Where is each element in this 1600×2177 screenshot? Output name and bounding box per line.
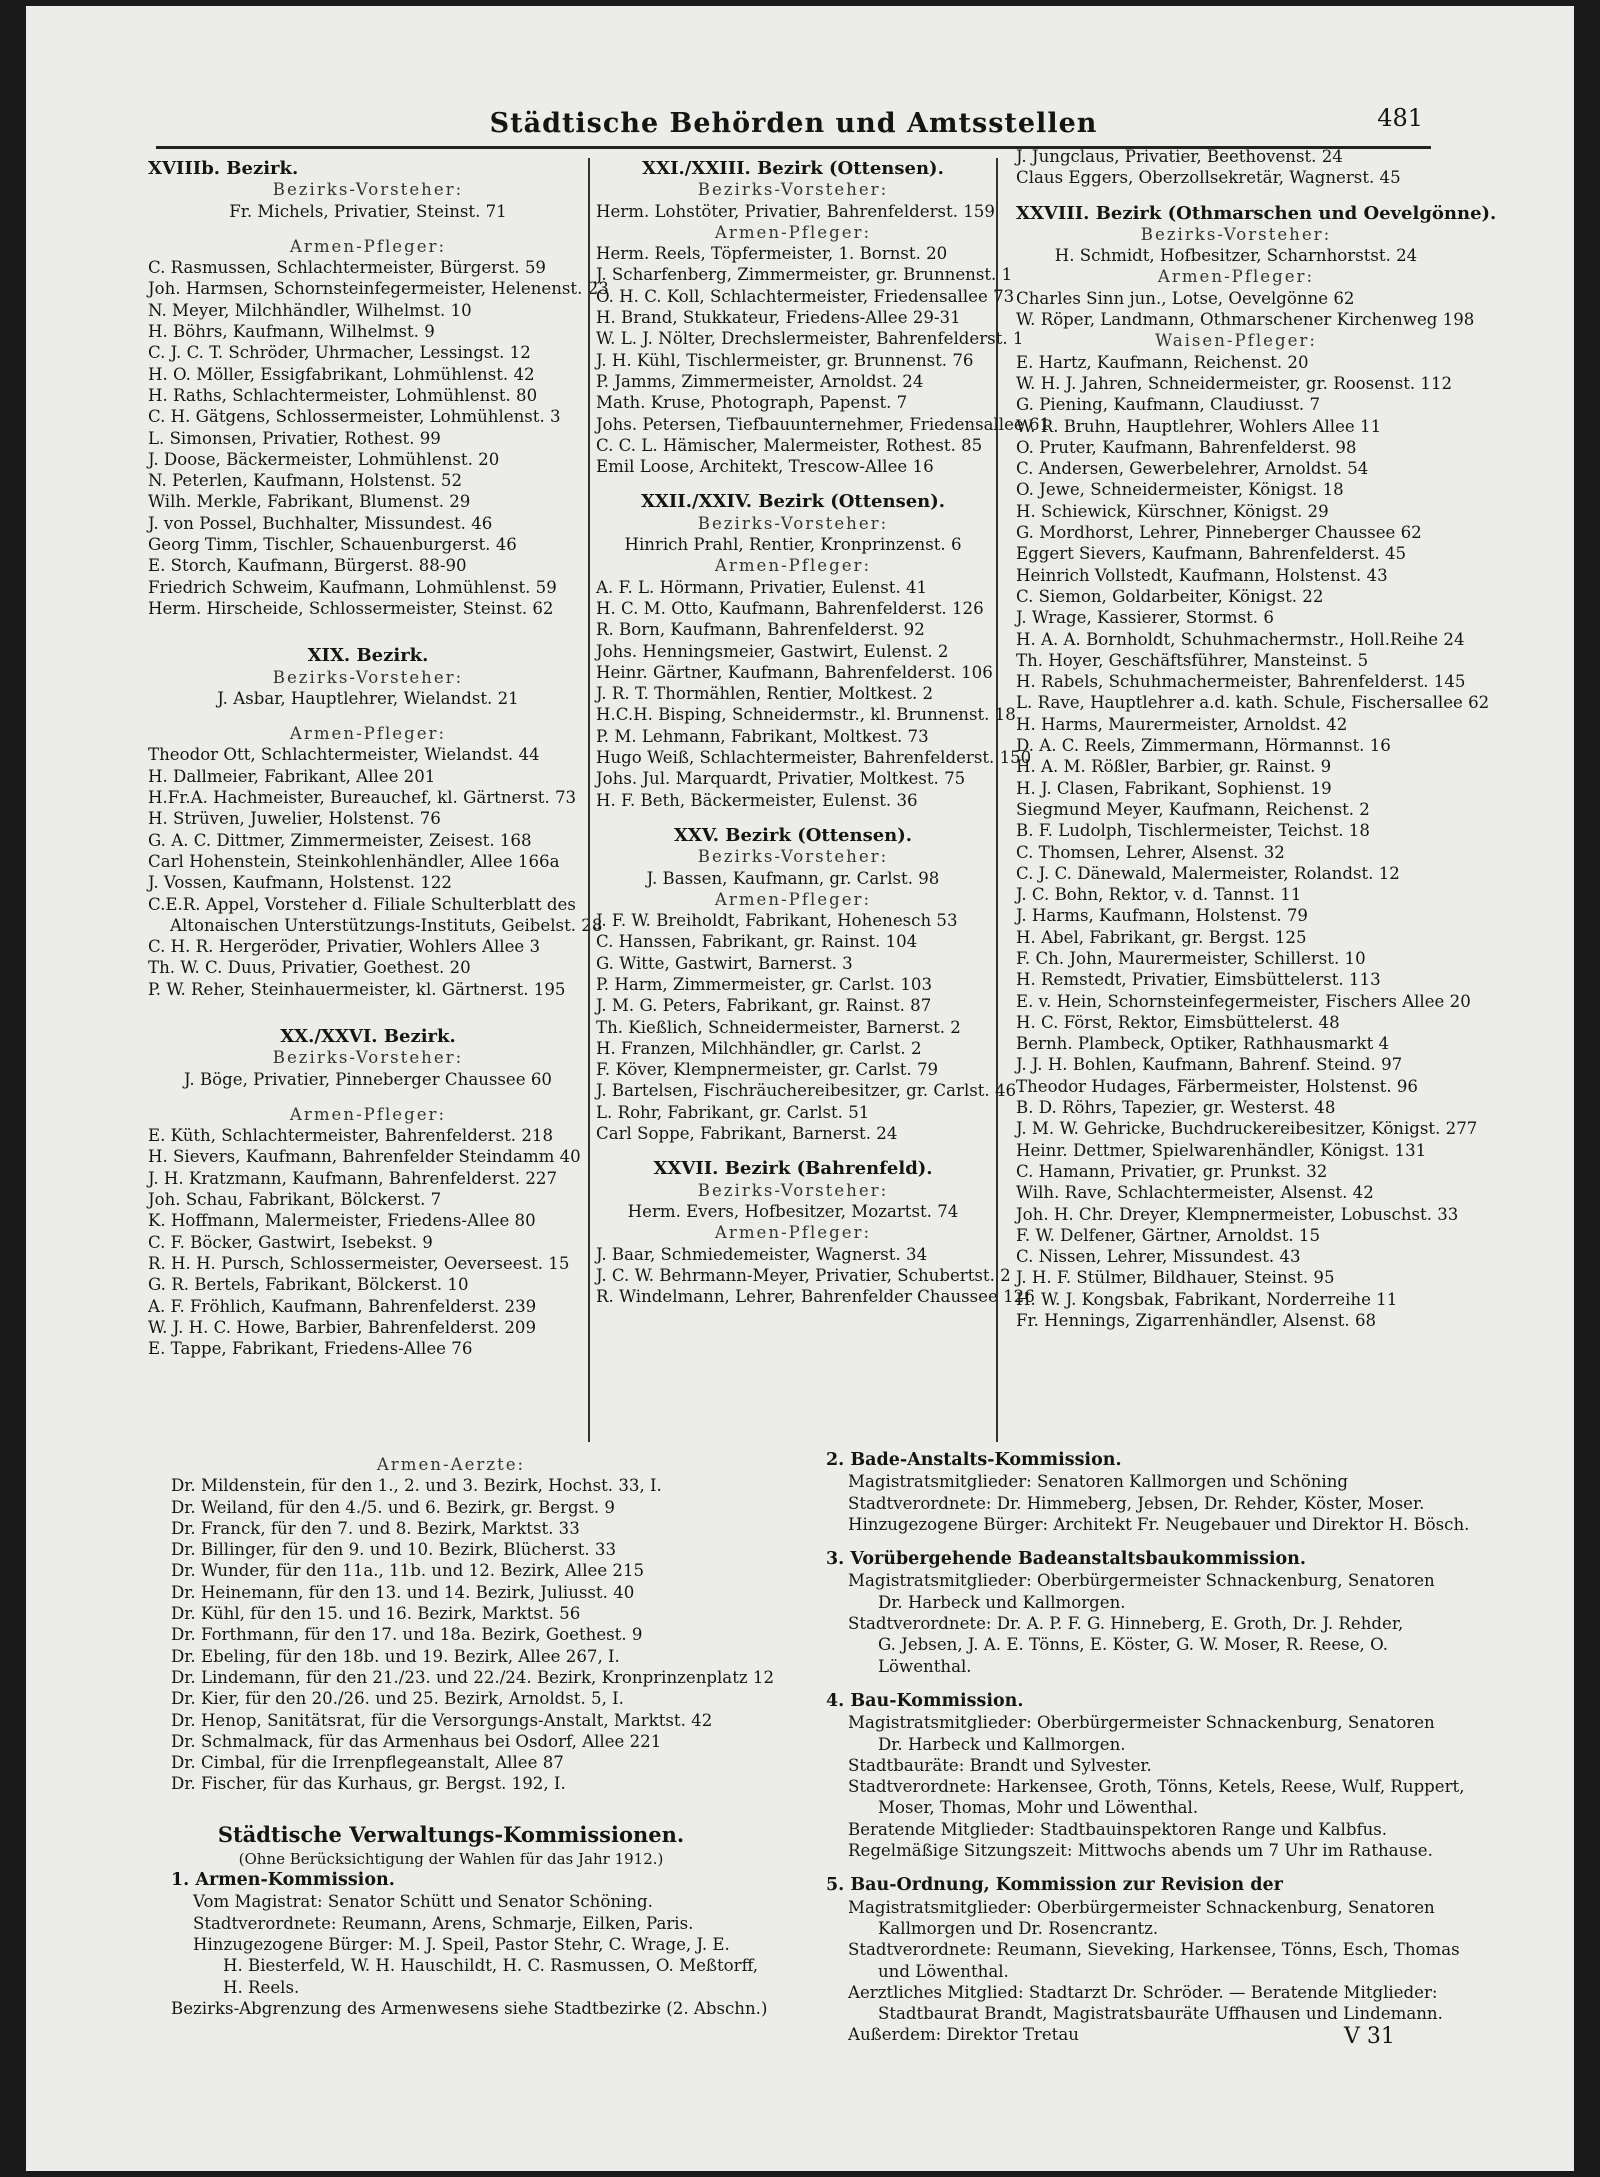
entry-line: Eggert Sievers, Kaufmann, Bahrenfelderst. 45 bbox=[1016, 544, 1407, 564]
entry-line: J. H. Kratzmann, Kaufmann, Bahrenfelderst. 227 bbox=[148, 1168, 558, 1188]
entry-line: H. F. Beth, Bäckermeister, Eulenst. 36 bbox=[596, 790, 918, 810]
entry-line: E. Küth, Schlachtermeister, Bahrenfelderst. 218 bbox=[148, 1126, 554, 1146]
entry-line: H. Reels. bbox=[223, 1977, 300, 1997]
chair-entry: J. Böge, Privatier, Pinneberger Chaussee 60 bbox=[184, 1069, 552, 1089]
subheading: Armen-Pfleger: bbox=[289, 724, 447, 744]
entry-line: Dr. Weiland, für den 4./5. und 6. Bezirk, gr. Bergst. 9 bbox=[171, 1497, 615, 1517]
entry-line: P. Harm, Zimmermeister, gr. Carlst. 103 bbox=[596, 974, 933, 994]
physicians-and-commissions bbox=[171, 1454, 774, 2019]
entry-line: P. Jamms, Zimmermeister, Arnoldst. 24 bbox=[596, 371, 924, 391]
entry-line: J. Vossen, Kaufmann, Holstenst. 122 bbox=[148, 873, 452, 893]
entry-line: D. A. C. Reels, Zimmermann, Hörmannst. 16 bbox=[1016, 736, 1391, 756]
entry-line: E. Tappe, Fabrikant, Friedens-Allee 76 bbox=[148, 1339, 473, 1359]
entry-line: Wilh. Rave, Schlachtermeister, Alsenst. 42 bbox=[1016, 1183, 1374, 1203]
entry-line: J. C. W. Behrmann-Meyer, Privatier, Schubertst. 2 bbox=[596, 1265, 1011, 1285]
entry-line: H. Franzen, Milchhändler, gr. Carlst. 2 bbox=[596, 1038, 922, 1058]
entry-line: C. Hamann, Privatier, gr. Prunkst. 32 bbox=[1016, 1161, 1328, 1181]
entry-line: Th. Hoyer, Geschäftsführer, Mansteinst. 5 bbox=[1016, 650, 1369, 670]
entry-line: H. O. Möller, Essigfabrikant, Lohmühlenst. 42 bbox=[148, 364, 535, 384]
entry-line: Emil Loose, Architekt, Trescow-Allee 16 bbox=[596, 457, 934, 477]
entry-line: G. A. C. Dittmer, Zimmermeister, Zeisest. 168 bbox=[148, 830, 532, 850]
entry-line: Heinrich Vollstedt, Kaufmann, Holstenst. 43 bbox=[1016, 565, 1388, 585]
entry-line: Hinzugezogene Bürger: M. J. Speil, Pastor Stehr, C. Wrage, J. E. bbox=[193, 1934, 730, 1954]
spacer bbox=[596, 477, 990, 491]
entry-line: Dr. Kier, für den 20./26. und 25. Bezirk, Arnoldst. 5, I. bbox=[171, 1689, 624, 1709]
entry-line: J. M. G. Peters, Fabrikant, gr. Rainst. 87 bbox=[596, 996, 932, 1016]
entry-line: Hugo Weiß, Schlachtermeister, Bahrenfelderst. 150 bbox=[596, 748, 1032, 768]
commissions-list bbox=[826, 1450, 1470, 2046]
entry-line: Beratende Mitglieder: Stadtbauinspektoren Range und Kalbfus. bbox=[848, 1819, 1388, 1839]
chair-entry: J. Bassen, Kaufmann, gr. Carlst. 98 bbox=[646, 868, 940, 888]
subheading: Armen-Pfleger: bbox=[1157, 267, 1315, 287]
entry-line: Joh. Harmsen, Schornsteinfegermeister, Helenenst. 23 bbox=[148, 279, 609, 299]
entry-line: L. Rave, Hauptlehrer a.d. kath. Schule, Fischersallee 62 bbox=[1016, 693, 1490, 713]
entry-line: W. R. Bruhn, Hauptlehrer, Wohlers Allee 11 bbox=[1016, 416, 1382, 436]
entry-line: Johs. Petersen, Tiefbauunternehmer, Friedensallee 61 bbox=[596, 414, 1051, 434]
subheading: Bezirks-Vorsteher: bbox=[697, 1180, 889, 1200]
entry-line: Theodor Hudages, Färbermeister, Holstenst. 96 bbox=[1016, 1076, 1418, 1096]
entry-line: Dr. Wunder, für den 11a., 11b. und 12. Bezirk, Allee 215 bbox=[171, 1561, 645, 1581]
entry-line: A. F. L. Hörmann, Privatier, Eulenst. 41 bbox=[596, 577, 928, 597]
entry-line: Stadtverordnete: Dr. Himmeberg, Jebsen, Dr. Rehder, Köster, Moser. bbox=[848, 1493, 1425, 1513]
column-left bbox=[148, 158, 609, 1359]
entry-line: C.E.R. Appel, Vorsteher d. Filiale Schulterblatt des bbox=[148, 894, 576, 914]
section-heading: XX./XXVI. Bezirk. bbox=[280, 1025, 456, 1047]
entry-line: G. Piening, Kaufmann, Claudiusst. 7 bbox=[1016, 395, 1321, 415]
entry-line: H. J. Clasen, Fabrikant, Sophienst. 19 bbox=[1016, 778, 1332, 798]
entry-line: Magistratsmitglieder: Oberbürgermeister Schnackenburg, Senatoren bbox=[848, 1897, 1435, 1917]
entry-line: H. A. M. Rößler, Barbier, gr. Rainst. 9 bbox=[1016, 757, 1332, 777]
entry-line: H. Schiewick, Kürschner, Königst. 29 bbox=[1016, 501, 1329, 521]
spacer bbox=[826, 1861, 1446, 1875]
spacer bbox=[148, 222, 588, 236]
entry-line: Herm. Reels, Töpfermeister, 1. Bornst. 20 bbox=[596, 244, 948, 264]
entry-line: O. H. C. Koll, Schlachtermeister, Friedensallee 73 bbox=[596, 286, 1015, 306]
entry-line: Th. Kießlich, Schneidermeister, Barnerst. 2 bbox=[596, 1017, 961, 1037]
entry-line: Fr. Hennings, Zigarrenhändler, Alsenst. 68 bbox=[1016, 1311, 1377, 1331]
entry-line: C. C. L. Hämischer, Malermeister, Rothest. 85 bbox=[596, 435, 983, 455]
entry-line: Carl Hohenstein, Steinkohlenhändler, Allee 166a bbox=[148, 851, 560, 871]
entry-line: Hinzugezogene Bürger: Architekt Fr. Neugebauer und Direktor H. Bösch. bbox=[848, 1514, 1470, 1534]
entry-line: Dr. Lindemann, für den 21./23. und 22./24. Bezirk, Kronprinzenplatz 12 bbox=[171, 1667, 774, 1687]
entry-line: O. Pruter, Kaufmann, Bahrenfelderst. 98 bbox=[1016, 437, 1357, 457]
entry-line: J. Wrage, Kassierer, Stormst. 6 bbox=[1016, 608, 1274, 628]
entry-line: H.C.H. Bisping, Schneidermstr., kl. Brunnenst. 18 bbox=[596, 705, 1016, 725]
entry-line: H. Raths, Schlachtermeister, Lohmühlenst. 80 bbox=[148, 385, 538, 405]
entry-line: Math. Kruse, Photograph, Papenst. 7 bbox=[596, 393, 908, 413]
entry-line: E. v. Hein, Schornsteinfegermeister, Fischers Allee 20 bbox=[1016, 991, 1471, 1011]
entry-line: Magistratsmitglieder: Oberbürgermeister Schnackenburg, Senatoren bbox=[848, 1713, 1435, 1733]
subheading: Bezirks-Vorsteher: bbox=[272, 180, 464, 200]
entry-line: H. W. J. Kongsbak, Fabrikant, Norderreihe 11 bbox=[1016, 1289, 1398, 1309]
entry-line: Dr. Heinemann, für den 13. und 14. Bezirk, Juliusst. 40 bbox=[171, 1582, 635, 1602]
entry-line: Stadtbaurat Brandt, Magistratsbauräte Uffhausen und Lindemann. bbox=[878, 2004, 1443, 2024]
commission-title: 5. Bau-Ordnung, Kommission zur Revision der bbox=[826, 1875, 1283, 1896]
subheading: Bezirks-Vorsteher: bbox=[697, 513, 889, 533]
entry-line: Löwenthal. bbox=[878, 1656, 972, 1676]
commission-title: 1. Armen-Kommission. bbox=[171, 1870, 395, 1891]
entry-line: H.Fr.A. Hachmeister, Bureauchef, kl. Gärtnerst. 73 bbox=[148, 788, 577, 808]
chair-entry: Hinrich Prahl, Rentier, Kronprinzenst. 6 bbox=[624, 535, 962, 555]
subheading: Armen-Pfleger: bbox=[714, 556, 872, 576]
entry-line: G. Witte, Gastwirt, Barnerst. 3 bbox=[596, 953, 853, 973]
spacer bbox=[171, 1795, 731, 1821]
entry-line: J. Jungclaus, Privatier, Beethovenst. 24 bbox=[1016, 147, 1343, 166]
spacer bbox=[826, 1677, 1446, 1691]
entry-line: J. M. W. Gehricke, Buchdruckereibesitzer, Königst. 277 bbox=[1016, 1119, 1478, 1139]
entry-line: P. W. Reher, Steinhauermeister, kl. Gärtnerst. 195 bbox=[148, 979, 566, 999]
entry-line: J. C. Bohn, Rektor, v. d. Tannst. 11 bbox=[1016, 885, 1302, 905]
entry-line: Stadtverordnete: Reumann, Arens, Schmarje, Eilken, Paris. bbox=[193, 1913, 694, 1933]
entry-line: J. Bartelsen, Fischräuchereibesitzer, gr. Carlst. 46 bbox=[596, 1081, 1017, 1101]
spacer bbox=[596, 1144, 990, 1158]
entry-line: Magistratsmitglieder: Oberbürgermeister Schnackenburg, Senatoren bbox=[848, 1571, 1435, 1591]
subheading: Bezirks-Vorsteher: bbox=[697, 847, 889, 867]
entry-line: C. Andersen, Gewerbelehrer, Arnoldst. 54 bbox=[1016, 459, 1369, 479]
entry-line: Joh. Schau, Fabrikant, Bölckerst. 7 bbox=[148, 1190, 442, 1210]
entry-line: G. Mordhorst, Lehrer, Pinneberger Chaussee 62 bbox=[1016, 523, 1422, 543]
entry-line: Kallmorgen und Dr. Rosencrantz. bbox=[878, 1918, 1159, 1938]
entry-line: H. Biesterfeld, W. H. Hauschildt, H. C. Rasmussen, O. Meßtorff, bbox=[223, 1956, 759, 1976]
section-heading: XIX. Bezirk. bbox=[307, 645, 429, 667]
entry-line: Stadtverordnete: Reumann, Sieveking, Harkensee, Tönns, Esch, Thomas bbox=[848, 1940, 1460, 1960]
entry-line: Wilh. Merkle, Fabrikant, Blumenst. 29 bbox=[148, 492, 471, 512]
entry-line: Stadtverordnete: Dr. A. P. F. G. Hinneberg, E. Groth, Dr. J. Rehder, bbox=[848, 1614, 1404, 1634]
chair-entry: Herm. Evers, Hofbesitzer, Mozartst. 74 bbox=[627, 1201, 959, 1221]
entry-line: H. C. M. Otto, Kaufmann, Bahrenfelderst. 126 bbox=[596, 598, 984, 618]
entry-line: Theodor Ott, Schlachtermeister, Wielandst. 44 bbox=[148, 745, 540, 765]
entry-line: W. Röper, Landmann, Othmarschener Kirchenweg 198 bbox=[1016, 310, 1475, 330]
entry-line: Dr. Franck, für den 7. und 8. Bezirk, Marktst. 33 bbox=[171, 1518, 580, 1538]
entry-line: Vom Magistrat: Senator Schütt und Senator Schöning. bbox=[193, 1892, 653, 1912]
subheading: Armen-Pfleger: bbox=[714, 222, 872, 242]
page-number: 481 bbox=[1377, 104, 1423, 132]
entry-line: J. Harms, Kaufmann, Holstenst. 79 bbox=[1016, 906, 1308, 926]
entry-line: Johs. Henningsmeier, Gastwirt, Eulenst. 2 bbox=[596, 641, 949, 661]
commission-title: 2. Bade-Anstalts-Kommission. bbox=[826, 1450, 1122, 1470]
spacer bbox=[148, 1090, 588, 1104]
entry-line: C. Rasmussen, Schlachtermeister, Bürgerst. 59 bbox=[148, 258, 546, 278]
subheading: Bezirks-Vorsteher: bbox=[272, 667, 464, 687]
subheading: Armen-Pfleger: bbox=[714, 1223, 872, 1243]
entry-line: C. F. Böcker, Gastwirt, Isebekst. 9 bbox=[148, 1232, 433, 1252]
subheading: Waisen-Pfleger: bbox=[1155, 331, 1317, 351]
entry-line: Charles Sinn jun., Lotse, Oevelgönne 62 bbox=[1016, 288, 1355, 308]
entry-line: Stadtbauräte: Brandt und Sylvester. bbox=[848, 1755, 1152, 1775]
chair-entry: Herm. Lohstöter, Privatier, Bahrenfelderst. 159 bbox=[596, 201, 995, 221]
entry-line: C. H. Gätgens, Schlossermeister, Lohmühlenst. 3 bbox=[148, 407, 561, 427]
entry-line: Joh. H. Chr. Dreyer, Klempnermeister, Lobuschst. 33 bbox=[1016, 1204, 1459, 1224]
section-heading: XXV. Bezirk (Ottensen). bbox=[673, 824, 913, 846]
entry-line: Regelmäßige Sitzungszeit: Mittwochs abends um 7 Uhr im Rathause. bbox=[848, 1841, 1433, 1861]
note: (Ohne Berücksichtigung der Wahlen für das Jahr 1912.) bbox=[238, 1849, 664, 1868]
spacer bbox=[148, 619, 588, 645]
entry-line: Stadtverordnete: Harkensee, Groth, Tönns, Ketels, Reese, Wulf, Ruppert, bbox=[848, 1777, 1465, 1797]
section-heading: Städtische Verwaltungs-Kommissionen. bbox=[217, 1821, 685, 1847]
entry-line: Altonaischen Unterstützungs-Instituts, Geibelst. 28 bbox=[170, 915, 603, 935]
entry-line: F. W. Delfener, Gärtner, Arnoldst. 15 bbox=[1016, 1225, 1321, 1245]
subheading: Bezirks-Vorsteher: bbox=[272, 1048, 464, 1068]
commission-title: 4. Bau-Kommission. bbox=[826, 1690, 1024, 1711]
entry-line: J. J. H. Bohlen, Kaufmann, Bahrenf. Steind. 97 bbox=[1016, 1055, 1403, 1075]
entry-line: Dr. Ebeling, für den 18b. und 19. Bezirk, Allee 267, I. bbox=[171, 1646, 620, 1666]
entry-line: Carl Soppe, Fabrikant, Barnerst. 24 bbox=[596, 1124, 898, 1144]
entry-line: C. H. R. Hergeröder, Privatier, Wohlers Allee 3 bbox=[148, 937, 541, 957]
entry-line: W. L. J. Nölter, Drechslermeister, Bahrenfelderst. 1 bbox=[596, 329, 1024, 349]
entry-line: Dr. Cimbal, für die Irrenpflegeanstalt, Allee 87 bbox=[171, 1753, 564, 1773]
page-header bbox=[156, 104, 1431, 149]
subheading: Armen-Pfleger: bbox=[714, 889, 872, 909]
subheading: Armen-Pfleger: bbox=[289, 1104, 447, 1124]
entry-line: E. Storch, Kaufmann, Bürgerst. 88-90 bbox=[148, 556, 467, 576]
entry-line: Dr. Harbeck und Kallmorgen. bbox=[878, 1592, 1126, 1612]
entry-line: Bezirks-Abgrenzung des Armenwesens siehe Stadtbezirke (2. Abschn.) bbox=[171, 1998, 768, 2018]
spacer bbox=[1016, 189, 1456, 203]
entry-line: L. Rohr, Fabrikant, gr. Carlst. 51 bbox=[596, 1102, 870, 1122]
subheading: Armen-Aerzte: bbox=[376, 1455, 526, 1474]
entry-line: Heinr. Dettmer, Spielwarenhändler, Königst. 131 bbox=[1016, 1140, 1427, 1160]
entry-line: Dr. Billinger, für den 9. und 10. Bezirk, Blücherst. 33 bbox=[171, 1540, 617, 1560]
spacer bbox=[148, 709, 588, 723]
section-heading: XXI./XXIII. Bezirk (Ottensen). bbox=[642, 158, 944, 179]
entry-line: J. F. W. Breiholdt, Fabrikant, Hohenesch 53 bbox=[596, 911, 958, 931]
sheet-signature: V 31 bbox=[1344, 2024, 1395, 2049]
entry-line: P. M. Lehmann, Fabrikant, Moltkest. 73 bbox=[596, 726, 929, 746]
column-right bbox=[1016, 146, 1497, 1331]
entry-line: Georg Timm, Tischler, Schauenburgerst. 46 bbox=[148, 535, 517, 555]
entry-line: B. F. Ludolph, Tischlermeister, Teichst. 18 bbox=[1016, 821, 1370, 841]
entry-line: H. Böhrs, Kaufmann, Wilhelmst. 9 bbox=[148, 322, 435, 342]
spacer bbox=[826, 1535, 1446, 1549]
entry-line: W. H. J. Jahren, Schneidermeister, gr. Roosenst. 112 bbox=[1016, 373, 1453, 393]
section-heading: XXII./XXIV. Bezirk (Ottensen). bbox=[640, 491, 946, 513]
entry-line: H. A. A. Bornholdt, Schuhmachermstr., Holl.Reihe 24 bbox=[1016, 629, 1465, 649]
entry-line: Claus Eggers, Oberzollsekretär, Wagnerst. 45 bbox=[1016, 168, 1401, 188]
entry-line: A. F. Fröhlich, Kaufmann, Bahrenfelderst. 239 bbox=[148, 1296, 537, 1316]
section-heading: XVIIIb. Bezirk. bbox=[148, 158, 299, 179]
column-middle bbox=[588, 158, 1051, 1442]
entry-line: J. H. F. Stülmer, Bildhauer, Steinst. 95 bbox=[1016, 1268, 1335, 1288]
entry-line: C. Siemon, Goldarbeiter, Königst. 22 bbox=[1016, 586, 1324, 606]
entry-line: H. Remstedt, Privatier, Eimsbüttelerst. 113 bbox=[1016, 970, 1381, 990]
chair-entry: J. Asbar, Hauptlehrer, Wielandst. 21 bbox=[217, 688, 519, 708]
entry-line: J. Baar, Schmiedemeister, Wagnerst. 34 bbox=[596, 1244, 928, 1264]
entry-line: L. Simonsen, Privatier, Rothest. 99 bbox=[148, 428, 441, 448]
entry-line: Dr. Schmalmack, für das Armenhaus bei Osdorf, Allee 221 bbox=[171, 1731, 662, 1751]
entry-line: H. Sievers, Kaufmann, Bahrenfelder Steindamm 40 bbox=[148, 1147, 581, 1167]
entry-line: Magistratsmitglieder: Senatoren Kallmorgen und Schöning bbox=[848, 1472, 1349, 1492]
entry-line: Dr. Harbeck und Kallmorgen. bbox=[878, 1734, 1126, 1754]
subheading: Bezirks-Vorsteher: bbox=[697, 180, 889, 200]
entry-line: H. Abel, Fabrikant, gr. Bergst. 125 bbox=[1016, 927, 1307, 947]
page-title: Städtische Behörden und Amtsstellen bbox=[489, 108, 1098, 139]
subheading: Armen-Pfleger: bbox=[289, 236, 447, 256]
entry-line: Bernh. Plambeck, Optiker, Rathhausmarkt 4 bbox=[1016, 1034, 1390, 1054]
chair-entry: Fr. Michels, Privatier, Steinst. 71 bbox=[229, 201, 507, 221]
entry-line: J. Doose, Bäckermeister, Lohmühlenst. 20 bbox=[148, 449, 500, 469]
entry-line: Dr. Henop, Sanitätsrat, für die Versorgungs-Anstalt, Marktst. 42 bbox=[171, 1710, 713, 1730]
entry-line: H. C. Först, Rektor, Eimsbüttelerst. 48 bbox=[1016, 1012, 1340, 1032]
spacer bbox=[148, 1000, 588, 1026]
entry-line: G. Jebsen, J. A. E. Tönns, E. Köster, G. W. Moser, R. Reese, O. bbox=[878, 1635, 1388, 1655]
entry-line: Dr. Fischer, für das Kurhaus, gr. Bergst. 192, I. bbox=[171, 1774, 566, 1794]
document-page bbox=[26, 6, 1574, 2171]
entry-line: G. R. Bertels, Fabrikant, Bölckerst. 10 bbox=[148, 1275, 469, 1295]
entry-line: K. Hoffmann, Malermeister, Friedens-Allee 80 bbox=[148, 1211, 536, 1231]
entry-line: Th. W. C. Duus, Privatier, Goethest. 20 bbox=[148, 958, 471, 978]
entry-line: J. Scharfenberg, Zimmermeister, gr. Brunnenst. 1 bbox=[596, 265, 1013, 285]
entry-line: Friedrich Schweim, Kaufmann, Lohmühlenst. 59 bbox=[148, 577, 557, 597]
entry-line: E. Hartz, Kaufmann, Reichenst. 20 bbox=[1016, 352, 1309, 372]
section-heading: XXVII. Bezirk (Bahrenfeld). bbox=[653, 1158, 933, 1180]
subheading: Bezirks-Vorsteher: bbox=[1140, 224, 1332, 244]
entry-line: Außerdem: Direktor Tretau bbox=[848, 2025, 1079, 2045]
entry-line: B. D. Röhrs, Tapezier, gr. Westerst. 48 bbox=[1016, 1098, 1336, 1118]
entry-line: J. H. Kühl, Tischlermeister, gr. Brunnenst. 76 bbox=[596, 350, 974, 370]
entry-line: Herm. Hirscheide, Schlossermeister, Steinst. 62 bbox=[148, 598, 554, 618]
commission-title: 3. Vorübergehende Badeanstaltsbaukommission. bbox=[826, 1549, 1306, 1570]
entry-line: C. J. C. Dänewald, Malermeister, Rolandst. 12 bbox=[1016, 863, 1400, 883]
entry-line: H. Brand, Stukkateur, Friedens-Allee 29-31 bbox=[596, 308, 961, 328]
entry-line: H. Rabels, Schuhmachermeister, Bahrenfelderst. 145 bbox=[1016, 672, 1466, 692]
entry-line: Johs. Jul. Marquardt, Privatier, Moltkest. 75 bbox=[596, 769, 966, 789]
entry-line: H. Strüven, Juwelier, Holstenst. 76 bbox=[148, 809, 441, 829]
entry-line: N. Peterlen, Kaufmann, Holstenst. 52 bbox=[148, 471, 463, 491]
entry-line: H. Dallmeier, Fabrikant, Allee 201 bbox=[148, 766, 436, 786]
entry-line: R. Windelmann, Lehrer, Bahrenfelder Chaussee 126 bbox=[596, 1287, 1035, 1307]
entry-line: Moser, Thomas, Mohr und Löwenthal. bbox=[878, 1798, 1199, 1818]
entry-line: H. Harms, Maurermeister, Arnoldst. 42 bbox=[1016, 714, 1348, 734]
entry-line: Siegmund Meyer, Kaufmann, Reichenst. 2 bbox=[1016, 799, 1370, 819]
entry-line: und Löwenthal. bbox=[878, 1961, 1009, 1981]
entry-line: C. Thomsen, Lehrer, Alsenst. 32 bbox=[1016, 842, 1285, 862]
entry-line: C. J. C. T. Schröder, Uhrmacher, Lessingst. 12 bbox=[148, 343, 531, 363]
entry-line: Dr. Kühl, für den 15. und 16. Bezirk, Marktst. 56 bbox=[171, 1604, 581, 1624]
entry-line: Aerztliches Mitglied: Stadtarzt Dr. Schröder. — Beratende Mitglieder: bbox=[848, 1982, 1438, 2002]
entry-line: R. H. H. Pursch, Schlossermeister, Oeverseest. 15 bbox=[148, 1253, 570, 1273]
entry-line: C. Nissen, Lehrer, Missundest. 43 bbox=[1016, 1247, 1301, 1267]
entry-line: R. Born, Kaufmann, Bahrenfelderst. 92 bbox=[596, 620, 925, 640]
entry-line: O. Jewe, Schneidermeister, Königst. 18 bbox=[1016, 480, 1344, 500]
entry-line: F. Köver, Klempnermeister, gr. Carlst. 79 bbox=[596, 1060, 939, 1080]
spacer bbox=[596, 811, 990, 825]
entry-line: W. J. H. C. Howe, Barbier, Bahrenfelderst. 209 bbox=[148, 1317, 537, 1337]
entry-line: Dr. Mildenstein, für den 1., 2. und 3. Bezirk, Hochst. 33, I. bbox=[171, 1476, 662, 1496]
entry-line: F. Ch. John, Maurermeister, Schillerst. 10 bbox=[1016, 948, 1366, 968]
entry-line: J. R. T. Thormählen, Rentier, Moltkest. 2 bbox=[596, 684, 934, 704]
chair-entry: H. Schmidt, Hofbesitzer, Scharnhorstst. 24 bbox=[1054, 246, 1418, 266]
entry-line: Heinr. Gärtner, Kaufmann, Bahrenfelderst. 106 bbox=[596, 662, 993, 682]
entry-line: C. Hanssen, Fabrikant, gr. Rainst. 104 bbox=[596, 932, 918, 952]
section-heading: XXVIII. Bezirk (Othmarschen und Oevelgönne). bbox=[1016, 202, 1497, 224]
entry-line: J. von Possel, Buchhalter, Missundest. 46 bbox=[148, 513, 493, 533]
entry-line: N. Meyer, Milchhändler, Wilhelmst. 10 bbox=[148, 300, 472, 320]
entry-line: Dr. Forthmann, für den 17. und 18a. Bezirk, Goethest. 9 bbox=[171, 1625, 643, 1645]
